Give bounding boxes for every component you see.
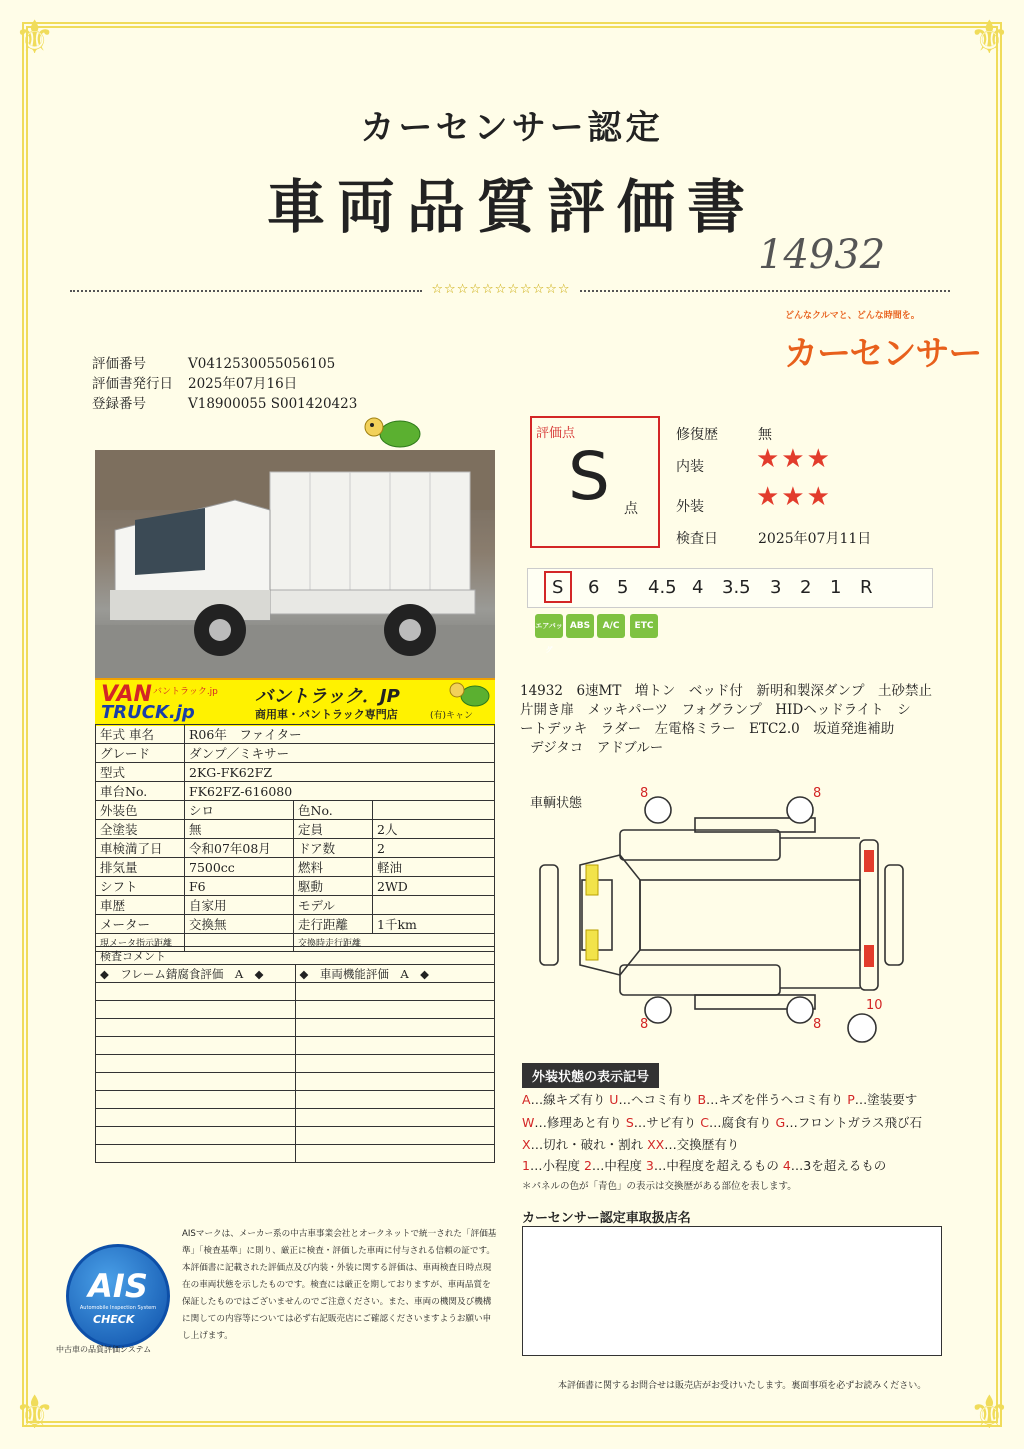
vehicle-condition-diagram: [520, 780, 920, 1050]
drive: 2WD: [373, 877, 495, 896]
legend-code: C: [700, 1115, 710, 1130]
chassis-label: 車台No.: [96, 782, 185, 801]
color-no: [373, 801, 495, 820]
vehicle-photo: [95, 450, 495, 678]
divider: [580, 290, 950, 292]
legend-code: U: [609, 1092, 619, 1107]
shift: F6: [185, 877, 294, 896]
color: シロ: [185, 801, 294, 820]
color-no-label: 色No.: [294, 801, 373, 820]
legend-row: [522, 1156, 886, 1174]
comment-line: 14932 6速MT 増トン ベッド付 新明和製深ダンプ 土砂禁止: [520, 683, 932, 699]
legend-code: A: [522, 1092, 531, 1107]
year-label: 年式 車名: [96, 725, 185, 744]
ais-check: CHECK: [93, 1313, 135, 1326]
issue-date-row: [92, 372, 297, 392]
divider-stars: ☆☆☆☆☆☆☆☆☆☆☆: [431, 282, 571, 297]
comment-row: [96, 1091, 296, 1109]
inspection-comment-label: 検査コメント: [96, 947, 495, 965]
scale-item: 4.5: [648, 577, 677, 598]
comment-row: [295, 1109, 495, 1127]
model: [373, 896, 495, 915]
score-value: S: [568, 438, 610, 515]
reg-number: V18900055 S001420423: [188, 396, 358, 412]
function-eval: ◆ 車両機能評価 A ◆: [295, 965, 495, 983]
color-label: 外装色: [96, 801, 185, 820]
legend-text: …線キズ有り: [530, 1092, 610, 1107]
paint-label: 全塗装: [96, 820, 185, 839]
tire-rear-left: [787, 797, 813, 823]
scale-item: 3.5: [722, 577, 751, 598]
comment-row: [96, 1109, 296, 1127]
yellow-marker: [586, 865, 598, 895]
legend-text: …修理あと有り: [534, 1115, 626, 1130]
corner-ornament-icon: ⚜: [14, 10, 56, 64]
exchange-mileage-label: 交換時走行距離: [294, 934, 495, 952]
inspect-date: 2025年07月11日: [758, 531, 872, 547]
dealer-banner: [95, 678, 495, 726]
scale-item: 5: [617, 577, 629, 598]
scale-item: S: [552, 577, 564, 598]
issue-date: 2025年07月16日: [188, 376, 298, 392]
eval-number-label: 評価番号: [92, 356, 146, 372]
comment-line: デジタコ アドブルー: [530, 740, 664, 756]
scale-item: 1: [830, 577, 842, 598]
inspection-comment-table: [95, 946, 495, 1163]
ac-badge: A/C: [597, 614, 625, 638]
tire-front-left: [645, 797, 671, 823]
legend-text: …中程度: [591, 1158, 646, 1173]
comment-row: [295, 1001, 495, 1019]
document-subtitle: カーセンサー認定: [360, 108, 664, 148]
comment-line: 片開き扉 メッキパーツ フォグランプ HIDヘッドライト シ: [520, 702, 911, 718]
interior-label: 内装: [676, 459, 704, 475]
ais-ring-text: Automobile Inspection System: [79, 1305, 157, 1311]
diagram-mark: 8: [640, 786, 649, 801]
history-label: 車歴: [96, 896, 185, 915]
legend-text: …切れ・破れ・割れ: [530, 1137, 648, 1152]
legend-text: …ヘコミ有り: [618, 1092, 698, 1107]
diagram-mark: 8: [640, 1017, 649, 1032]
scale-item: 3: [770, 577, 782, 598]
legend-note: ＊パネルの色が「青色」の表示は交換歴がある部位を表します。: [522, 1181, 797, 1192]
diagram-mark: 8: [813, 786, 822, 801]
eval-number-row: [92, 352, 335, 372]
comment-row: [96, 1145, 296, 1163]
turtle-mascot-icon: [447, 680, 491, 708]
reg-number-label: 登録番号: [92, 396, 146, 412]
vantruck-sub: 商用車・バントラック専門店: [255, 708, 398, 721]
legend-code: 3: [645, 1158, 654, 1173]
history: 自家用: [185, 896, 294, 915]
corner-ornament-icon: ⚜: [968, 1385, 1010, 1439]
displacement: 7500cc: [185, 858, 294, 877]
fuel-label: 燃料: [294, 858, 373, 877]
dealer-title: カーセンサー認定車取扱店名: [522, 1211, 691, 1226]
diagram-label: 車輌状態: [530, 796, 583, 811]
grade: ダンプ／ミキサー: [185, 744, 495, 763]
mileage-label: 走行距離: [294, 915, 373, 934]
paint: 無: [185, 820, 294, 839]
model-name: ファイター: [239, 727, 302, 742]
vantruck-logo: VAN: [101, 682, 152, 707]
comment-row: [96, 1073, 296, 1091]
legend-code: P: [847, 1092, 855, 1107]
score-label: 評価点: [536, 426, 576, 441]
meter: 交換無: [185, 915, 294, 934]
ais-logo: [66, 1244, 170, 1348]
interior-stars: ★★★: [756, 444, 832, 474]
comment-row: [295, 1073, 495, 1091]
type: 2KG-FK62FZ: [185, 763, 495, 782]
red-marker: [864, 850, 874, 872]
corner-ornament-icon: ⚜: [968, 10, 1010, 64]
diagram-mark: 10: [866, 998, 883, 1013]
legend-code: W: [522, 1115, 535, 1130]
handwritten-number: 14932: [758, 232, 886, 278]
exterior-label: 外装: [676, 499, 704, 515]
divider: [70, 290, 422, 292]
vantruck-logo-bottom: TRUCK.jp: [101, 702, 195, 723]
scale-item: 2: [800, 577, 812, 598]
legend-title: 外装状態の表示記号: [522, 1063, 659, 1088]
drive-label: 駆動: [294, 877, 373, 896]
comment-row: [295, 1019, 495, 1037]
legend-row: [522, 1113, 922, 1131]
capacity-label: 定員: [294, 820, 373, 839]
doors: 2: [373, 839, 495, 858]
score-scale: [527, 568, 933, 608]
vantruck-name: バントラック．JP: [255, 686, 400, 707]
tire-rear-right: [787, 997, 813, 1023]
reg-number-row: [92, 392, 357, 412]
comment-row: [96, 983, 296, 1001]
comment-row: [295, 1127, 495, 1145]
ais-description: AISマークは、メーカー系の中古車事業会社とオークネットで統一された「評価基準」「検査基準」に則り、厳正に検査・評価した車両に付与される信頼の証です。 本評価書に記載された評価点及び内装・外装に関する評価は、車両検査日時点現在の車両状態を示したものです。検査には厳正を期しておりますが、車両品質を保証したものではございませんのでご注意ください。また、車両の機関及び機構に関しての内容等については必ず右記販売店にご確認くださいますようお願い申し上げます。: [182, 1229, 500, 1341]
comment-row: [295, 1037, 495, 1055]
scale-item: 4: [692, 577, 704, 598]
tire-front-right: [645, 997, 671, 1023]
year: R06年: [189, 727, 227, 742]
inspection: 令和07年08月: [185, 839, 294, 858]
eval-number: V0412530055056105: [188, 356, 336, 372]
vantruck-logo-small: バントラック.jp: [153, 687, 218, 697]
repair-value: 無: [758, 427, 772, 443]
scale-item: 6: [588, 577, 600, 598]
legend-code: XX: [647, 1137, 665, 1152]
legend-code: 1: [522, 1158, 530, 1173]
chassis: FK62FZ-616080: [185, 782, 495, 801]
displacement-label: 排気量: [96, 858, 185, 877]
mileage: 1千km: [373, 915, 495, 934]
comment-row: [96, 1127, 296, 1145]
spare-tire: [848, 1014, 876, 1042]
legend-code: S: [625, 1115, 634, 1130]
airbag-badge: エアバッグ: [535, 614, 563, 638]
type-label: 型式: [96, 763, 185, 782]
repair-label: 修復歴: [676, 427, 718, 443]
shift-label: シフト: [96, 877, 185, 896]
comment-row: [96, 1037, 296, 1055]
legend-text: …小程度: [529, 1158, 584, 1173]
brand-logo: カーセンサー: [784, 334, 982, 374]
legend-code: B: [697, 1092, 707, 1107]
document-title: 車両品質評価書: [266, 173, 757, 241]
legend-code: X: [522, 1137, 531, 1152]
legend-text: …塗装要す: [854, 1092, 918, 1107]
legend-text: …フロントガラス飛び石: [785, 1115, 922, 1130]
corner-ornament-icon: ⚜: [14, 1385, 56, 1439]
vehicle-info-table: [95, 724, 495, 952]
legend-text: …腐食有り: [709, 1115, 776, 1130]
etc-badge: ETC: [630, 614, 658, 638]
meter-label: メーター: [96, 915, 185, 934]
legend-text: …キズを伴うヘコミ有り: [706, 1092, 848, 1107]
diagram-mark: 8: [813, 1017, 822, 1032]
comment-row: [96, 1001, 296, 1019]
legend-text: …中程度を超えるもの: [653, 1158, 783, 1173]
year-value: [185, 725, 495, 744]
turtle-mascot-icon: [362, 414, 422, 450]
dealer-box: [522, 1226, 942, 1356]
comment-line: ートデッキ ラダー 左電格ミラー ETC2.0 坂道発進補助: [520, 721, 895, 737]
ais-logo-text: AIS: [88, 1267, 148, 1305]
comment-row: [96, 1055, 296, 1073]
legend-code: 4: [782, 1158, 791, 1173]
legend-code: G: [775, 1115, 786, 1130]
grade-label: グレード: [96, 744, 185, 763]
frame-eval: ◆ フレーム錆腐食評価 A ◆: [96, 965, 296, 983]
abs-badge: ABS: [566, 614, 594, 638]
legend-code: 2: [583, 1158, 592, 1173]
comment-row: [295, 983, 495, 1001]
comment-row: [295, 1091, 495, 1109]
legend-row: [522, 1135, 739, 1153]
fuel: 軽油: [373, 858, 495, 877]
red-marker: [864, 945, 874, 967]
current-meter-label: 現メータ指示距離: [96, 934, 185, 952]
comment-row: [295, 1145, 495, 1163]
score-unit: 点: [624, 501, 638, 517]
brand-tagline: どんなクルマと、どんな時間を。: [785, 311, 920, 321]
ais-caption: 中古車の品質評価システム: [56, 1345, 152, 1354]
legend-row: [522, 1090, 917, 1108]
vantruck-company: (有)キャン: [430, 711, 474, 721]
comment-row: [295, 1055, 495, 1073]
model-label: モデル: [294, 896, 373, 915]
inspect-date-label: 検査日: [676, 531, 718, 547]
legend-text: …サビ有り: [633, 1115, 701, 1130]
legend-text: …3を超えるもの: [790, 1158, 887, 1173]
capacity: 2人: [373, 820, 495, 839]
footer-note: 本評価書に関するお問合せは販売店がお受けいたします。裏面事項を必ずお読みください。: [558, 1381, 927, 1391]
score-box: [530, 416, 660, 548]
dump-truck-image: [95, 450, 495, 678]
doors-label: ドア数: [294, 839, 373, 858]
issue-date-label: 評価書発行日: [92, 376, 173, 392]
inspection-label: 車検満了日: [96, 839, 185, 858]
yellow-marker: [586, 930, 598, 960]
exterior-stars: ★★★: [756, 482, 832, 512]
legend-text: …交換歴有り: [664, 1137, 740, 1152]
scale-item: R: [860, 577, 873, 598]
comment-row: [96, 1019, 296, 1037]
